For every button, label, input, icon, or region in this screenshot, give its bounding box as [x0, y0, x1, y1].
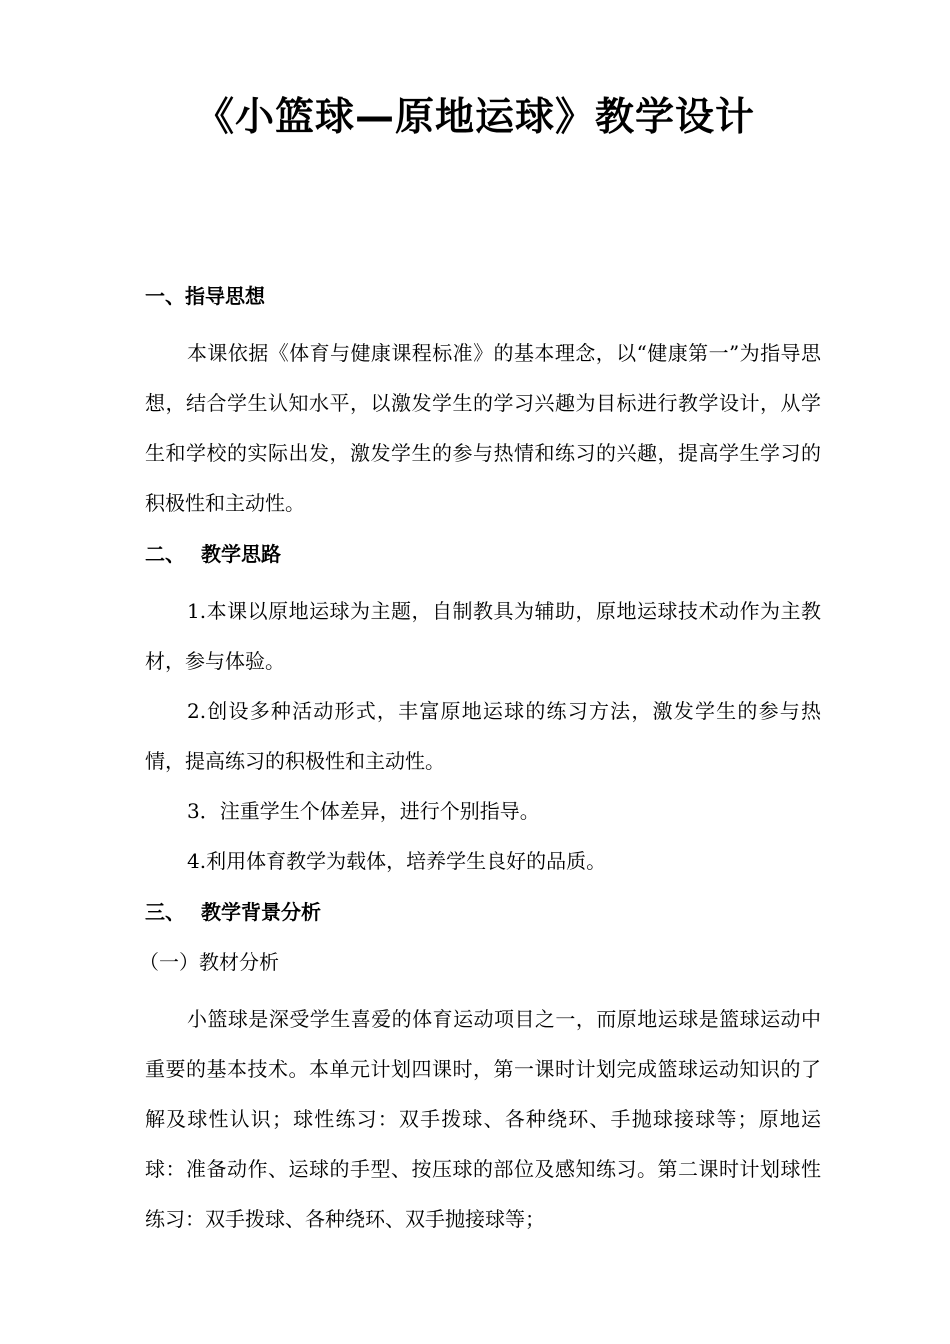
section-heading-background-analysis — [145, 894, 821, 930]
section-heading-guiding-thought — [145, 278, 821, 314]
section-title: 教学背景分析 — [201, 900, 321, 924]
section-number: 一、 — [145, 284, 185, 308]
section-number: 二、 — [145, 542, 185, 566]
list-item: 2.创设多种活动形式，丰富原地运球的练习方法，激发学生的参与热情，提高练习的积极性和主动性。 — [145, 699, 821, 773]
paragraph: 小篮球是深受学生喜爱的体育运动项目之一，而原地运球是篮球运动中重要的基本技术。本单元计划四课时，第一课时计划完成篮球运动知识的了解及球性认识；球性练习：双手拨球、各种绕环、手抛球接球等；原地运球：准备动作、运球的手型、按压球的部位及感知练习。第二课时计划球性练习：双手拨球、各种绕环、双手抛接球等； — [145, 1007, 821, 1231]
document-body — [139, 278, 821, 1244]
section-heading-teaching-approach — [145, 536, 821, 572]
subsection-heading: （一）教材分析 — [139, 950, 279, 974]
document-title: 《小篮球—原地运球》教学设计 — [194, 95, 755, 140]
section-title: 指导思想 — [185, 284, 265, 308]
list-item: 4.利用体育教学为载体，培养学生良好的品质。 — [187, 849, 607, 873]
list-item: 1.本课以原地运球为主题，自制教具为辅助，原地运球技术动作为主教材，参与体验。 — [145, 599, 821, 673]
section-number: 三、 — [145, 900, 185, 924]
paragraph: 本课依据《体育与健康课程标准》的基本理念，以“健康第一”为指导思想，结合学生认知水平，以激发学生的学习兴趣为目标进行教学设计，从学生和学校的实际出发，激发学生的参与热情和练习的兴趣，提高学生学习的积极性和主动性。 — [145, 341, 821, 515]
list-item: 3．注重学生个体差异，进行个别指导。 — [187, 799, 540, 823]
section-title: 教学思路 — [201, 542, 281, 566]
